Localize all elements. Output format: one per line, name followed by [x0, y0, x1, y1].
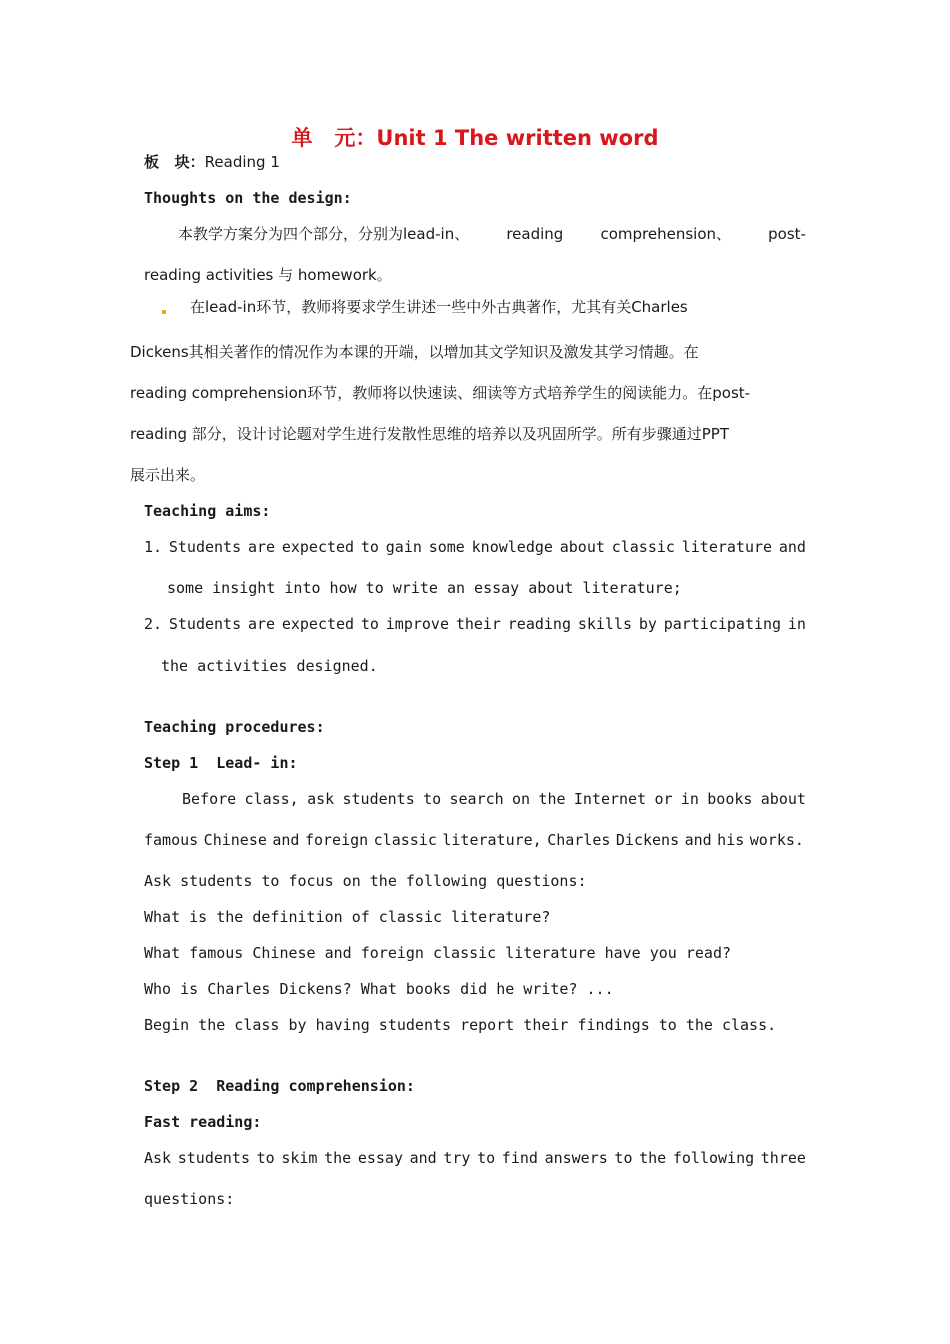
aims-heading: Teaching aims: [144, 502, 271, 520]
step2-word: to [477, 1149, 496, 1167]
aim-word: and [778, 538, 806, 556]
aim-word: Students [168, 615, 242, 633]
design-para1-word: comprehension、 [600, 225, 732, 243]
aim-word: are [247, 615, 276, 633]
step1-heading: Step 1 Lead- in: [144, 754, 298, 772]
step2-word: and [409, 1149, 437, 1167]
design-para2-line1: 在lead-in环节，教师将要求学生讲述一些中外古典著作，尤其有关Charles [190, 298, 688, 316]
step1-question-3: Who is Charles Dickens? What books did he write? ... [144, 980, 614, 998]
aim-word: by [638, 615, 657, 633]
step1-word: literature, [442, 831, 542, 849]
design-para1-word: reading [506, 225, 564, 243]
design-heading: Thoughts on the design: [144, 189, 352, 207]
step1-word: Dickens [615, 831, 680, 849]
step2-word: essay [357, 1149, 403, 1167]
aim-word: Students [168, 538, 242, 556]
step2-instruction-line2: questions: [144, 1190, 235, 1208]
step1-question-1: What is the definition of classic literature? [144, 908, 551, 926]
aim-2-line2: the activities designed. [161, 657, 378, 675]
step1-word: to [423, 790, 442, 808]
step2-word: skim [281, 1149, 318, 1167]
aim-word: to [360, 538, 379, 556]
design-para2-line2: Dickens其相关著作的情况作为本课的开端，以增加其文学知识及激发其学习情趣。在 [130, 343, 699, 361]
aim-2-line1 [144, 614, 806, 634]
section-line [144, 152, 280, 172]
step1-word: books [707, 790, 753, 808]
aim-word: participating [663, 615, 782, 633]
step1-word: about [760, 790, 806, 808]
section-label: 板 块： [144, 153, 205, 171]
aim-word: improve [385, 615, 449, 633]
step1-focus: Ask students to focus on the following questions: [144, 872, 587, 890]
fast-reading-label: Fast reading: [144, 1113, 262, 1131]
procedures-heading: Teaching procedures: [144, 718, 325, 736]
page-title: 单 元：Unit 1 The written word [291, 126, 659, 150]
design-para2-line3: reading comprehension环节，教师将以快速读、细读等方式培养学生的阅读能力。在post- [130, 384, 751, 402]
aim-word: reading [507, 615, 571, 633]
step1-word: students [342, 790, 415, 808]
design-para2-line5: 展示出来。 [130, 466, 206, 484]
aim-word: gain [385, 538, 422, 556]
aim-word: in [787, 615, 806, 633]
step1-word: in [680, 790, 699, 808]
step2-word: find [501, 1149, 538, 1167]
step1-word: works. [749, 831, 804, 849]
aim-word: literature [681, 538, 773, 556]
step2-word: the [639, 1149, 667, 1167]
aim-word: classic [611, 538, 675, 556]
aim-word: expected [281, 538, 355, 556]
aim-word: skills [577, 615, 632, 633]
step1-word: or [654, 790, 673, 808]
step1-para-line2 [144, 830, 804, 850]
aim-word: are [247, 538, 276, 556]
step1-word: classic [373, 831, 437, 849]
step1-para-line1 [182, 789, 806, 809]
step1-closing: Begin the class by having students report their findings to the class. [144, 1016, 777, 1034]
aim-word: knowledge [471, 538, 553, 556]
step1-word: his [717, 831, 745, 849]
step1-word: the [538, 790, 566, 808]
step1-word: famous [144, 831, 199, 849]
step2-instruction-line1 [144, 1148, 806, 1168]
design-para2-line4: reading 部分，设计讨论题对学生进行发散性思维的培养以及巩固所学。所有步骤通过PPT [130, 425, 730, 443]
step1-word: foreign [304, 831, 369, 849]
aim-word: 2. [144, 615, 163, 633]
aim-word: their [455, 615, 501, 633]
step1-word: Before [182, 790, 237, 808]
step2-word: to [256, 1149, 275, 1167]
marker-dot [162, 310, 166, 314]
step1-word: class, [244, 790, 299, 808]
step1-word: ask [307, 790, 335, 808]
design-para1-line1 [178, 224, 806, 244]
step1-word: Internet [573, 790, 647, 808]
design-para1-word: 本教学方案分为四个部分，分别为lead-in、 [178, 225, 470, 243]
step2-word: Ask [144, 1149, 172, 1167]
design-para1-line2: reading activities 与 homework。 [144, 266, 392, 284]
step2-word: following [672, 1149, 755, 1167]
section-value: Reading 1 [204, 153, 280, 171]
step1-word: on [512, 790, 531, 808]
step2-word: try [443, 1149, 471, 1167]
step1-word: search [449, 790, 504, 808]
aim-1-line1 [144, 537, 806, 557]
aim-word: expected [281, 615, 355, 633]
aim-word: 1. [144, 538, 163, 556]
step1-word: and [272, 831, 300, 849]
step2-heading: Step 2 Reading comprehension: [144, 1077, 415, 1095]
aim-word: some [428, 538, 465, 556]
step2-word: to [614, 1149, 633, 1167]
step2-word: students [177, 1149, 250, 1167]
step2-word: three [760, 1149, 806, 1167]
aim-word: to [360, 615, 379, 633]
step2-word: the [324, 1149, 352, 1167]
step1-question-2: What famous Chinese and foreign classic literature have you read? [144, 944, 731, 962]
aim-1-line2: some insight into how to write an essay about literature; [167, 579, 682, 597]
step1-word: Charles [547, 831, 611, 849]
step1-word: and [684, 831, 712, 849]
design-para1-word: post- [768, 225, 806, 243]
aim-word: about [559, 538, 605, 556]
step2-word: answers [544, 1149, 608, 1167]
step1-word: Chinese [203, 831, 267, 849]
